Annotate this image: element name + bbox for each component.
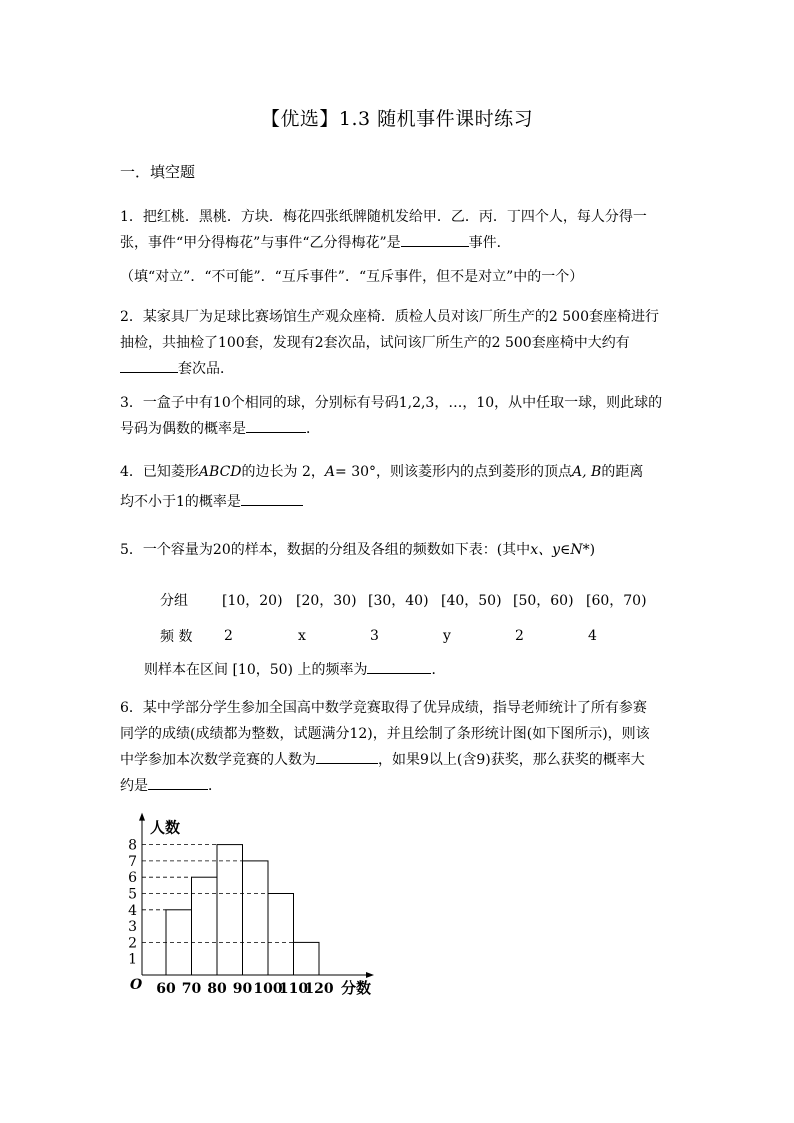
q3-line1: 3．一盒子中有10个相同的球，分别标有号码1,2,3，…，10，从中任取一球，则此球的 xyxy=(120,395,663,411)
table-label-freqs: 频 数 xyxy=(160,629,193,645)
q4-vertices: A, B xyxy=(572,464,602,480)
bar xyxy=(268,894,294,976)
x-axis-arrow-icon xyxy=(366,972,374,978)
origin-label: O xyxy=(130,977,143,993)
q5-text-a: 5．一个容量为20的样本，数据的分组及各组的频数如下表：(其中 xyxy=(120,542,531,558)
x-tick-label: 70 xyxy=(181,981,202,997)
y-tick-label: 3 xyxy=(128,919,137,936)
x-tick-label: 90 xyxy=(232,981,253,997)
table-cell: 4 xyxy=(588,628,597,644)
q1-text: 张，事件“甲分得梅花”与事件“乙分得梅花”是 xyxy=(120,235,401,251)
q6-text-c: 约是 xyxy=(120,778,148,794)
q6-line1: 6．某中学部分学生参加全国高中数学竞赛取得了优异成绩，指导老师统计了所有参赛 xyxy=(120,700,647,716)
y-tick-label: 8 xyxy=(128,837,137,854)
x-tick-label: 120 xyxy=(304,981,334,997)
bar xyxy=(243,861,269,975)
q6-line2: 同学的成绩(成绩都为整数，试题满分12)，并且绘制了条形统计图(如下图所示)，则该 xyxy=(120,726,650,742)
y-axis-arrow-icon xyxy=(139,813,145,821)
q1-line1: 1．把红桃．黑桃．方块．梅花四张纸牌随机发给甲．乙．丙．丁四个人，每人分得一 xyxy=(120,209,647,225)
table-cell: 2 xyxy=(515,628,524,644)
q5-in-symbol: ∈ xyxy=(560,542,571,558)
table-cell: [50，60) xyxy=(513,593,574,609)
table-cell: [60，70) xyxy=(586,593,647,609)
table-cell: 2 xyxy=(224,628,233,644)
table-cell: [40，50) xyxy=(441,593,502,609)
table-cell: [10，20) xyxy=(222,593,283,609)
q1-hint-text: （填“对立”．“不可能”．“互斥事件”．“互斥事件，但不是对立”中的一个） xyxy=(120,269,584,285)
bar xyxy=(192,877,218,975)
q5-set: N xyxy=(570,542,583,558)
x-tick-label: 100 xyxy=(253,981,283,997)
bar xyxy=(294,942,320,975)
q6-text-a: 中学参加本次数学竞赛的人数为 xyxy=(120,752,316,768)
q5-text-b: *) xyxy=(582,542,596,558)
y-tick-label: 4 xyxy=(128,902,137,919)
y-tick-label: 1 xyxy=(128,951,137,968)
section-heading: 一．填空题 xyxy=(120,163,196,181)
table-cell: y xyxy=(443,628,451,644)
x-axis-label: 分数 xyxy=(341,979,372,997)
q4-text-b: 的边长为 2， xyxy=(241,464,325,480)
q5-text-end: ． xyxy=(431,662,446,678)
q2-line2: 抽检，共抽检了100套，发现有2套次品，试问该厂所生产的2 500套座椅中大约有 xyxy=(120,335,630,351)
y-tick-label: 7 xyxy=(128,853,137,870)
table-cell: [20，30) xyxy=(296,593,357,609)
table-cell: 3 xyxy=(370,628,379,644)
q3-text-end: ． xyxy=(306,421,320,437)
q1-text-end: 事件． xyxy=(468,235,511,251)
q4-angle-var: A xyxy=(324,464,336,480)
q2-text-end: 套次品． xyxy=(178,361,234,377)
q3-text: 号码为偶数的概率是 xyxy=(120,421,246,437)
q4-angle-val: = 30° xyxy=(335,464,377,480)
x-tick-label: 110 xyxy=(278,981,309,997)
x-tick-label: 80 xyxy=(207,981,227,997)
q5-text-c: 则样本在区间 [10，50) 上的频率为 xyxy=(144,662,368,678)
bar xyxy=(217,845,243,975)
q4-text-d: 的距离 xyxy=(601,464,644,480)
table-cell: x xyxy=(298,628,306,644)
x-tick-label: 60 xyxy=(156,981,176,997)
table-cell: [30，40) xyxy=(368,593,429,609)
y-tick-label: 2 xyxy=(128,935,137,952)
q4-text-e: 均不小于1的概率是 xyxy=(120,494,241,510)
table-label-groups: 分组 xyxy=(160,593,188,609)
y-tick-label: 5 xyxy=(128,886,137,903)
q4-rhombus-name: ABCD xyxy=(198,464,242,480)
q6-text-end: ． xyxy=(208,778,222,794)
page-title: 【优选】1.3 随机事件课时练习 xyxy=(260,108,534,130)
q6-text-b: ，如果9以上(含9)获奖，那么获奖的概率大 xyxy=(378,752,645,768)
q4-text-a: 4．已知菱形 xyxy=(120,464,199,480)
y-axis-label: 人数 xyxy=(150,818,181,837)
q2-line1: 2．某家具厂为足球比赛场馆生产观众座椅．质检人员对该厂所生产的2 500套座椅进行 xyxy=(120,309,659,325)
q4-text-c: ，则该菱形内的点到菱形的顶点 xyxy=(376,464,573,480)
y-tick-label: 6 xyxy=(128,870,137,887)
q5-vars: x、y xyxy=(530,542,560,558)
